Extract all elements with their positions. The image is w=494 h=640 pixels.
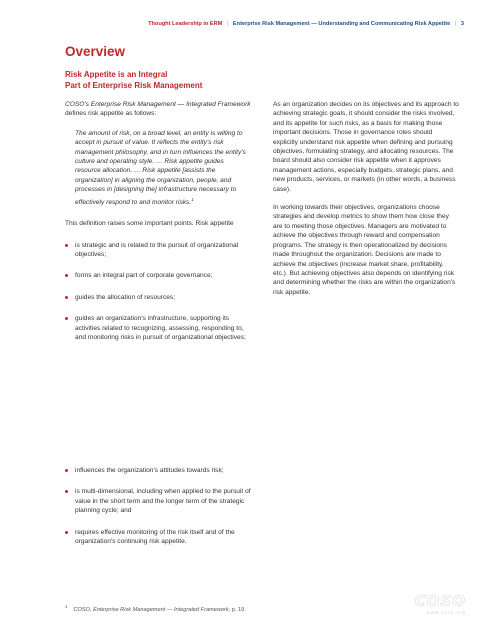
definition-quote: The amount of risk, on a broad level, an entity is willing to accept in pursuit of value. It reflects the entity's risk management philosophy, and in turn influences the entity's culture and operating style. … Risk appetite guides resource allocation. … Risk appetite [assists the organization] in aligning the organization, people, and processes in [designing the] infrastructure necessary to effectively respond to and monitor risks.$^1$ <box>75 129 246 206</box>
bullet-dot <box>65 490 68 493</box>
coso-logo <box>408 592 466 614</box>
left-column <box>65 100 251 343</box>
intro-paragraph: COSO's Enterprise Risk Management — Integrated Framework defines risk appetite as follows: <box>65 101 251 118</box>
bullet-dot <box>65 274 68 277</box>
list-item: influences the organization's attitudes towards risk; <box>65 466 251 475</box>
list-item: guides the allocation of resources; <box>65 293 251 302</box>
logo-url: www.coso.org <box>426 610 466 615</box>
header-section: Thought Leadership in ERM <box>148 21 223 27</box>
bullet-dot <box>65 469 68 472</box>
bullet-dot <box>65 244 68 247</box>
body-paragraph: In working towards their objectives, organizations choose strategies and develop metrics to show them how close they are to meeting those objectives. Managers are motivated to achieve the objectives through reward and compensation programs. The strategy is then operationalized by decisions made throughout the organization. Decisions are made to achieve the objectives (increase market share, profitability, etc.). But achieving objectives also depends on identifying risk and determining whether the risks are within the organization's risk appetite. <box>273 204 456 296</box>
running-header <box>148 21 464 27</box>
section-heading <box>65 70 202 91</box>
list-item: requires effective monitoring of the risk itself and of the organization's continuing risk appetite. <box>65 528 251 547</box>
header-separator: | <box>226 21 229 27</box>
bullet-list <box>65 241 251 343</box>
page-title: Overview <box>65 44 126 59</box>
bullet-dot <box>65 531 68 534</box>
section-heading-line2: Part of Enterprise Risk Management <box>65 80 203 90</box>
framework-title: COSO's Enterprise Risk Management — Integrated Framework <box>65 101 251 108</box>
section-heading-line1: Risk Appetite is an Integral <box>65 70 168 79</box>
footnote-number: 1 <box>65 604 68 610</box>
footnote-ref: 1 <box>191 196 194 202</box>
header-title: Enterprise Risk Management — Understanding and Communicating Risk Appetite <box>232 21 451 27</box>
list-item: guides an organization's infrastructure, supporting its activities related to recognizing, assessing, responding to, and monitoring risks in pursuit of organizational objectives; <box>65 314 251 342</box>
list-item: forms an integral part of corporate governance; <box>65 271 251 280</box>
list-item: is strategic and is related to the pursuit of organizational objectives; <box>65 241 251 260</box>
logo-name: COSO <box>414 592 466 610</box>
bullet-dot <box>65 317 68 320</box>
right-column <box>273 100 459 309</box>
left-column-continued <box>65 466 251 546</box>
footnote-title: Enterprise Risk Management — Integrated Framework <box>93 607 229 613</box>
page-number: 3 <box>460 21 464 27</box>
points-intro: This definition raises some important points. Risk appetite <box>65 220 234 228</box>
bullet-list-continued <box>65 466 251 546</box>
list-item: is multi-dimensional, including when applied to the pursuit of value in the short term and the longer term of the strategic planning cycle; and <box>65 487 251 515</box>
header-separator: | <box>454 21 457 27</box>
footnote: $^1$COSO, Enterprise Risk Management — Integrated Framework, p. 19. <box>65 604 246 613</box>
body-paragraph: As an organization decides on its objectives and its approach to achieving strategic goals, it should consider the risks involved, and its appetite for such risks, as a basis for making those important decisions. Those in governance roles should explicitly understand risk appetite when defining and pursuing objectives, formulating strategy, and allocating resources. The board should also consider risk appetite when it approves management actions, especially budgets, strategic plans, and new products, services, or markets (in other words, a business case). <box>273 101 459 193</box>
bullet-dot <box>65 296 68 299</box>
